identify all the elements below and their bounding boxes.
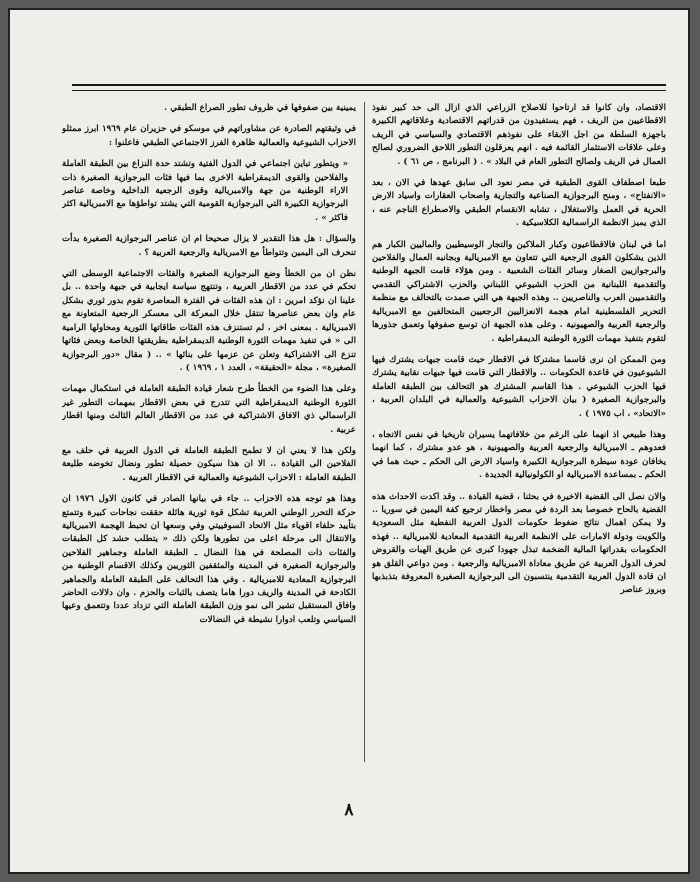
paragraph: وهذا طبيعي اذ انهما على الرغم من خلافاتهما يسيران تاريخيا في نفس الاتجاه ، فعدوهم ـ الامبريالية والرجعية العربية والصهيونية ، هو عدو مشترك ، كما انهما يخافان عودة سيطرة البرجوازية الكبيرة واسياد الارض الى الحكم ـ حيث هما في الحكم ـ بمساعدة الامبريالية او الكولونيالية الجديدة . xyxy=(372,429,666,481)
paragraph: وعلى هذا الضوء من الخطأ طرح شعار قيادة الطبقة العاملة في استكمال مهمات الثورة الوطنية الديمقراطية التي تتدرج في بعض الاقطار بمهمات التطور غير الراسمالي ذي الافاق الاشتراكية في عدد من الاقطار العالم الثالث ومنها اقطار عربية . xyxy=(62,384,356,435)
paragraph: طبعا اصطفاف القوى الطبقية في مصر نعود الى سابق عهدها في الان ، بعد «الانفتاح» ، ومنح البرجوازية الصناعية والتجارية واصحاب العقارات واسياد الارض الحرية في العمل والاستغلال ، تشابه الانقسام الطبقي والاصطراع الناجم عنه ، الذي يميز الانظمة الراسمالية الكلاسيكية . xyxy=(372,178,666,229)
paragraph: في وثيقتهم الصادرة عن مشاوراتهم في موسكو في حزيران عام ١٩٦٩ ابرز ممثلو الاحزاب الشيوعية والعمالية ظاهرة الفرز الاجتماعي الطبقي فاعلنوا : xyxy=(62,124,356,148)
right-text-column xyxy=(372,102,666,782)
column-divider xyxy=(364,102,365,762)
paragraph: يمينية بين صفوفها في ظروف تطور الصراع الطبقي . xyxy=(164,103,356,113)
paragraph: ولكن هذا لا يعني ان لا تطمح الطبقة العاملة في الدول العربية في حلف مع الفلاحين الى القيادة .. الا ان هذا سيكون حصيلة تطور ونضال تخوضه طليعة الطبقة العاملة : الاحزاب الشيوعية والعمالية في الاقطار العربية . xyxy=(62,445,356,483)
paragraph: الاقتصاد، وان كانوا قد ارتاحوا للاصلاح الزراعي الذي ازال الى حد كبير نفوذ الاقطاعيين من الريف ، فهم يستفيدون من قدراتهم الاقتصادية وعلاقاتهم الكبيرة باجهزة السلطة من اجل الابقاء على نفوذهم الاقتصادي والسياسي في الريف وعلى علاقات الاستثمار القائمة فيه . انهم يعرقلون التطور اللاحق الضروري لصالح العمال في الريف ولصالح التطور العام في البلاد » . ( البرنامج ، ص ٦١ ) . xyxy=(372,103,666,167)
paragraph: وهذا هو توجه هذه الاحزاب .. جاء في بيانها الصادر في كانون الاول ١٩٧٦ ان حركة التحرر الوطني العربية تشكل قوة ثورية هائلة حققت نجاحات كبيرة وتتمتع بتأييد حلفاء اقوياء مثل الاتحاد السوفييتي وفي وسعها ان تحبط الهجمة الامبريالية والانتقال الى مرحلة اعلى من تطورها ولكن ذلك « يتطلب حشد كل الطبقات والفئات ذات المصلحة في هذا النضال ـ الطبقة العاملة وجماهير الفلاحين والبرجوازية الصغيرة في المدينة والمثقفين الثوريين وكذلك الاقسام الوطنية من البرجوازية المعادية للامبريالية . وفي هذا التحالف على الطبقة العاملة والجماهير الكادحة في المدينة والريف دورا هاما يتصف بالثبات والحزم . وان دلالات الحاضر وافاق المستقبل تشير الى نمو وزن الطبقة العاملة التي تزداد عددا وتتعمق وعيها السياسي وتلعب ادوارا نشيطة في النضالات xyxy=(62,494,356,625)
paragraph: ومن الممكن ان نرى قاسما مشتركا في الاقطار حيث قامت جبهات يشترك فيها الشيوعيون في قاعدة الحكومات .. والاقطار التي قامت فيها جبهات نقابية يشترك فيها الحزب الشيوعي . هذا القاسم المشترك هو التحالف بين الطبقة العاملة والبرجوازية الصغيرة ( بيان الاحزاب الشيوعية والعمالية في البلدان العربية ، «الاتحاد» ، اب ١٩٧٥ ) . xyxy=(372,354,666,419)
header-rule xyxy=(72,84,666,86)
paragraph: والان نصل الى القضية الاخيرة في بحثنا ، قضية القيادة .. وقد اكدت الاحداث هذه القضية بالحاح خصوصا بعد الردة في مصر واخطار ترجيع كفة اليمين في سوريا .. ولا يمكن اهمال نتائج ضغوط حكومات الدول العربية النفطية مثل السعودية والكويت ودولة الامارات على الانظمة العربية التقدمية المعادية للامبريالية .. فهذه الحكومات بقدراتها المالية الضخمة تبذل جهودا كبرى عن طريق الهبات والقروض لحرف الدول العربية عن طريق معاداة الامبريالية والرجعية . ومن دواعي القلق هو ان قادة الدول العربية التقدمية ينتسبون الى البرجوازية الصغيرة المعروفة بتذبذبها وبروز عناصر xyxy=(372,491,666,596)
document-page xyxy=(8,8,690,874)
left-text-column xyxy=(62,102,356,782)
page-number: ٨ xyxy=(344,800,354,820)
paragraph: نظن ان من الخطأ وضع البرجوازية الصغيرة والفئات الاجتماعية الوسطى التي تحكم في عدد من الاقطار العربية ، وتنتهج سياسة ايجابية في جبهة واحدة .. بل علينا ان نؤكد امرين : ان هذه الفئات في الفترة المعاصرة تقوم بدور ثوري بشكل عام وان بعض عناصرها تنتقل خلال المعركة الى معسكر الرجعية المتعاونة مع الامبريالية . بمعنى اخر ، لم تستنزف هذه الفئات طاقاتها الثورية ومحاولها الرامية الى « في تنفيذ مهمات الثورة الوطنية الديمقراطية بطريقتها الخاصة وبعض فئاتها تنزع الى الاشتراكية وتعلن عن عزمها على بنائها » .. ( مقال «دور البرجوازية الصغيرة» ، مجلة «الحقيقة» ، العدد ١ ، ١٩٦٩ ) . xyxy=(62,269,356,373)
paragraph: اما في لبنان فالاقطاعيون وكبار الملاكين والتجار الوسيطيين والماليين الكبار هم الذين يشكلون القوى الرجعية التي تتعاون مع الامبريالية وبجانبه العمال والفلاحين والبرجوازيين الصغار وسائر الفئات الشعبية . ومن هؤلاء قامت الجبهة الوطنية والتقدمية اللبنانية من الحزب الشيوعي اللبناني والحزب الاشتراكي التقدمي والتقدميين العرب والناصريين .. وهذه الجبهة هي التي صمدت بالتحالف مع منظمة التحرير الفلسطينية امام هجمة الانعزاليين الرجعيين المتحالفين مع الامبريالية والرجعية العربية والصهيونية . وعلى هذه الجبهة ان توسع صفوفها وتعمق جذورها لتقوم بتنفيذ مهمات الثورة الوطنية الديمقراطية . xyxy=(372,239,666,344)
quote-paragraph: « ويتطور تباين اجتماعي في الدول الفتية وتشتد حدة النزاع بين الطبقة العاملة والفلاحين والقوى الديمقراطية الاخرى بما فيها فئات البرجوازية الصغيرة ذات الاراء الوطنية من جهة والامبريالية وقوى الرجعية الداخلية وخاصة عناصر البرجوازية الكبيرة التي البرجوازية القومية التي يشتد تواطؤها مع الامبريالية اكثر فاكثر » . xyxy=(62,159,348,223)
header-rule-thin xyxy=(72,90,666,91)
paragraph: والسؤال : هل هذا التقدير لا يزال صحيحا ام ان عناصر البرجوازية الصغيرة بدأت تنحرف الى اليمين وتتواطأ مع الامبريالية والرجعية العربية ؟ . xyxy=(62,234,356,258)
